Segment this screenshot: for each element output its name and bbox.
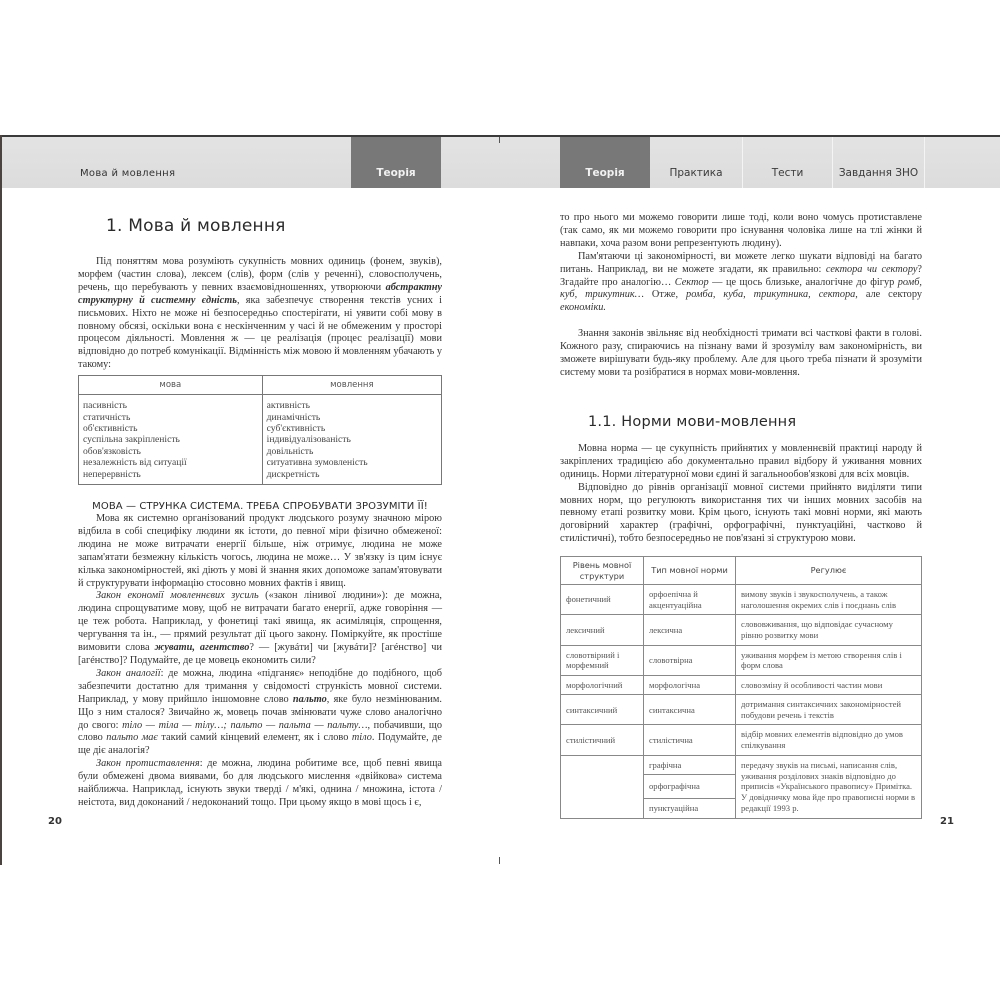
header-band bbox=[2, 137, 1000, 188]
emphasis: ромб, куб, трикутник… bbox=[560, 276, 922, 301]
type-cell: лексична bbox=[644, 615, 736, 645]
table-row bbox=[561, 755, 922, 775]
tab-theory[interactable] bbox=[560, 137, 650, 188]
cell-line: незалежність від ситуації bbox=[83, 457, 187, 469]
table-row bbox=[561, 675, 922, 695]
cell-line: суб'єктивність bbox=[266, 422, 326, 434]
text-run: , але сектору bbox=[855, 289, 922, 301]
text-run: ? Згадайте про аналогію… bbox=[560, 263, 922, 288]
type-cell: морфологічна bbox=[644, 675, 736, 695]
type-cell: графічна bbox=[644, 755, 736, 775]
emphasis: тіло bbox=[351, 732, 372, 744]
page-number-left: 20 bbox=[48, 816, 62, 827]
emphasis: абстрактну структурну й системну єдність bbox=[78, 281, 442, 306]
text-run: — це щось близьке, аналогічне до фігур bbox=[708, 276, 898, 288]
gutter-mark bbox=[499, 137, 500, 143]
right-page bbox=[560, 188, 922, 819]
type-cell: стилістична bbox=[644, 725, 736, 755]
tab-empty bbox=[924, 137, 1000, 188]
text-run: : де можна, людина робитиме все, щоб певні явища були обмежені двома виявами, бо для людського мислення «двійкова» система найближча. Наприклад, існують звуки тверді / м'які, однина / множина, істота / неістота, вид доконаний / недоконаний тощо. При цьому якщо в мові щось і є, bbox=[78, 758, 442, 808]
tab-label: Завдання ЗНО bbox=[838, 167, 919, 179]
table-row bbox=[79, 395, 442, 485]
regulates-cell: вимову звуків і звукосполучень, а також наголошення окремих слів і поєднань слів bbox=[736, 585, 922, 615]
speech-traits-cell bbox=[262, 395, 441, 485]
table-row bbox=[561, 585, 922, 615]
regulates-cell: передачу звуків на письмі, написання слів, уживання розділових знаків відповідно до приписів «Українського правопису» Примітка. У довідничку мова йде про правописні норми в редакції 1993 р. bbox=[736, 755, 922, 818]
text-run: . Подумайте, де ще діє аналогія? bbox=[78, 732, 442, 757]
gutter-mark bbox=[499, 857, 500, 864]
cell-line: індивідуалізованість bbox=[266, 434, 351, 446]
type-cell: словотвірна bbox=[644, 645, 736, 675]
running-title: Мова й мовлення bbox=[80, 168, 176, 179]
tab-label: Практика bbox=[669, 167, 723, 179]
tab-label: Теорія bbox=[376, 167, 416, 179]
cell-line: активність bbox=[266, 400, 310, 412]
tab-zno-tasks[interactable] bbox=[832, 137, 924, 188]
section-title: 1.1. Норми мови-мовлення bbox=[588, 413, 797, 430]
emphasis: економіки. bbox=[560, 302, 606, 314]
type-cell: синтаксична bbox=[644, 695, 736, 725]
emphasis: Сектор bbox=[674, 276, 709, 288]
chapter-title: 1. Мова й мовлення bbox=[106, 216, 286, 236]
table-row bbox=[561, 615, 922, 645]
level-cell-empty bbox=[561, 755, 644, 818]
level-cell: фонетичний bbox=[561, 585, 644, 615]
table-row bbox=[561, 645, 922, 675]
cell-line: статичність bbox=[83, 411, 131, 423]
cell-line: пасивність bbox=[83, 400, 127, 412]
type-cell: орфоепічна й акцентуаційна bbox=[644, 585, 736, 615]
cell-line: динамічність bbox=[266, 411, 321, 423]
text-run: («закон лінивої людини»): де можна, людина спрощуватиме мову, щоб не витрачати багато енергії, адже говоріння — це теж робота. Наприклад, у фонетиці такі явища, як асиміляція, спрощення, чергування та ін., — прямий результат дії цього закону. Поміркуйте, як простіше вимовити слова bbox=[78, 590, 442, 654]
level-cell: стилістичний bbox=[561, 725, 644, 755]
tab-tests[interactable] bbox=[742, 137, 832, 188]
text-run: , яка забезпечує створення текстів усних і письмових. Ніхто не може ні безпосередньо спостерігати, ні уявити собі мову в повному обсязі, оскільки вона є нескінченним у часі й не обмеженим у просторі процесом діяльності. Мовлення ж — це реалізація (процес реалізації) мови відповідно до потреб комунікації. Відмінність між мовою й мовленням убачають у такому: bbox=[78, 294, 442, 371]
subheading: МОВА — СТРУНКА СИСТЕМА. ТРЕБА СПРОБУВАТИ ЗРОЗУМІТИ ЇЇ! bbox=[92, 501, 428, 512]
cell-line: ситуативна зумовленість bbox=[266, 457, 368, 469]
level-cell: лексичний bbox=[561, 615, 644, 645]
emphasis: жувати, агентство bbox=[154, 642, 250, 654]
knowledge-paragraph: Знання законів звільняє від необхідності тримати всі часткові факти в голові. Кожного разу, спираючись на пізнану вами й зрозумілу вам закономірність, ви зможете вирішувати будь-яку проблему. Але для цього треба пізнати й зрозуміти систему мови та розібратися в нормах мови-мовлення. bbox=[560, 328, 922, 378]
cell-line: обов'язковість bbox=[83, 445, 141, 457]
type-cell: пунктуаційна bbox=[644, 799, 736, 819]
system-paragraph: Мова як системно організований продукт людського розуму значною мірою відбила в собі специфіку людини як істоти, до певної міри фізично обмеженої: людина не може витрачати енергії більше, ніж отримує, людина не може запам'ятати безмежну кількість чогось, людина не може… У зв'язку із цим існує кілька закономірностей, які діють у мові й знання яких допоможе запам'ятовувати й структурувати інформацію стосовно мовних фактів і явищ. bbox=[78, 513, 442, 589]
norm-paragraph: Мовна норма — це сукупність прийнятих у мовленнєвій практиці народу й закріплених традицією або документально правил відбору й уживання мовних одиниць. Норми літературної мови єдині й загальнообов'язкові для всіх мовців. bbox=[560, 442, 922, 480]
column-header: Регулює bbox=[736, 557, 922, 585]
text-run: такий самий кінцевий елемент, як і слово bbox=[157, 732, 352, 744]
text-run: ? — [жувáти] чи [жувáти]? [агéнство] чи [агéнство]? Подумайте, де це мовець економить сили? bbox=[78, 642, 442, 666]
law-title: Закон економії мовленнєвих зусиль bbox=[96, 590, 259, 602]
regulates-cell: слововживання, що відповідає сучасному рівню розвитку мови bbox=[736, 615, 922, 645]
level-cell: словотвірний і морфемний bbox=[561, 645, 644, 675]
text-run: , яке було незмінюваним. Що з ним сталося? Звичайно ж, мовець почав змінювати чуже слово аналогічно до свого: bbox=[78, 693, 442, 731]
text-run: Під поняттям мова розуміють сукупність мовних одиниць (фонем, звуків), морфем (частин слова), лексем (слів), форм (слів у реченні), словосполучень, речень, що перебувають у певних взаємовідношеннях, утворюючи bbox=[78, 256, 442, 293]
emphasis: сектора чи сектору bbox=[825, 263, 918, 275]
regulates-cell: словозміну й особливості частин мови bbox=[736, 675, 922, 695]
tab-label: Тести bbox=[771, 167, 804, 179]
text-run: : де можна, людина «підганяє» неподібне до подібного, щоб забезпечити достатню для тримання у свідомості стрункість мовної системи. Наприклад, у мову прийшло іншомовне слово bbox=[78, 667, 442, 705]
column-header: мова bbox=[79, 376, 263, 395]
left-page bbox=[78, 188, 442, 810]
regulates-cell: уживання морфем із метою створення слів і форм слова bbox=[736, 645, 922, 675]
column-header: мовлення bbox=[262, 376, 441, 395]
column-header: Рівень мовної структури bbox=[561, 557, 644, 585]
table-row bbox=[561, 725, 922, 755]
book-spread bbox=[0, 135, 1000, 865]
column-header: Тип мовної норми bbox=[644, 557, 736, 585]
analogy-law-paragraph bbox=[78, 668, 442, 758]
language-traits-cell bbox=[79, 395, 263, 485]
cell-line: суспільна закріпленість bbox=[83, 434, 180, 446]
norm-types-paragraph: Відповідно до рівнів організації мовної системи прийнято виділяти типи мовних норм, що регулюють використання тих чи інших мовних засобів на певному етапі розвитку мови. Крім цього, існують такі мовні норми, які мають договірний характер (графічні, орфографічні, пунктуаційні, частково й стилістичні), тобто безпосередньо не пов'язані зі структурою мови. bbox=[560, 481, 922, 545]
text-run: , побачивши, що слово bbox=[78, 719, 442, 744]
intro-paragraph bbox=[78, 256, 442, 372]
level-cell: синтаксичний bbox=[561, 695, 644, 725]
tab-theory-left[interactable] bbox=[351, 137, 441, 188]
text-run: Пам'ятаючи ці закономірності, ви можете легко шукати відповіді на багато питань. Наприклад, ви не можете згадати, як правильно: bbox=[560, 250, 922, 275]
memory-paragraph bbox=[560, 251, 922, 316]
page-number-right: 21 bbox=[940, 816, 954, 827]
emphasis: ромба, куба, трикутника, сектора bbox=[686, 289, 856, 301]
regulates-cell: відбір мовних елементів відповідно до умов спілкування bbox=[736, 725, 922, 755]
emphasis: пальто bbox=[292, 693, 327, 705]
continuation-paragraph: то про нього ми можемо говорити лише тоді, коли воно чомусь протиставлене (так само, як ми можемо говорити про існування чоловіка лише на тлі жінки й навпаки, хоча разом вони репрезентують людину). bbox=[560, 212, 922, 249]
text-run: Отже, bbox=[643, 289, 687, 301]
tab-practice[interactable] bbox=[650, 137, 742, 188]
opposition-law-paragraph bbox=[78, 758, 442, 810]
cell-line: довільність bbox=[266, 445, 314, 457]
law-title: Закон аналогії bbox=[96, 667, 161, 679]
type-cell: орфографічна bbox=[644, 775, 736, 799]
regulates-cell: дотримання синтаксичних закономірностей побудови речень і текстів bbox=[736, 695, 922, 725]
tab-label: Теорія bbox=[585, 167, 625, 179]
language-norms-table bbox=[560, 556, 922, 819]
language-speech-table bbox=[78, 375, 442, 485]
cell-line: об'єктивність bbox=[83, 422, 138, 434]
book-left-edge bbox=[0, 135, 2, 865]
level-cell: морфологічний bbox=[561, 675, 644, 695]
emphasis: тіло — тіла — тілу…; пальто — пальта — пальту… bbox=[122, 719, 368, 731]
cell-line: дискретність bbox=[266, 468, 320, 480]
law-title: Закон протиставлення bbox=[96, 758, 200, 770]
cell-line: неперервність bbox=[83, 468, 141, 480]
emphasis: пальто має bbox=[106, 732, 158, 744]
table-row bbox=[561, 695, 922, 725]
economy-law-paragraph bbox=[78, 590, 442, 667]
